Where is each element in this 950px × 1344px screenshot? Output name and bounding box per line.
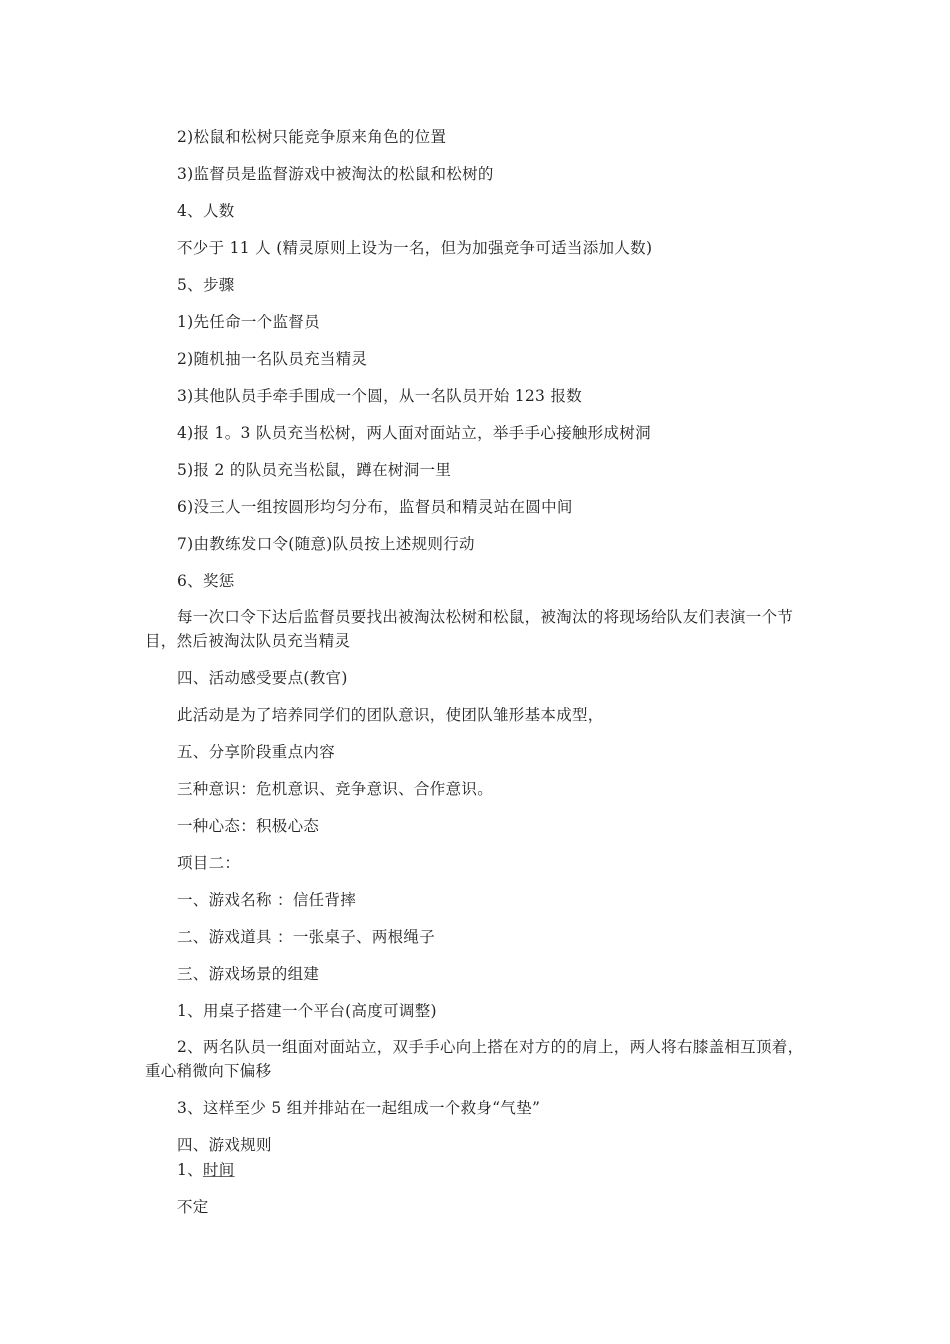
text-line: 3)其他队员手牵手围成一个圆，从一名队员开始 123 报数 — [177, 387, 583, 405]
paragraph: 每一次口令下达后监督员要找出被淘汰松树和松鼠，被淘汰的将现场给队友们表演一个节目，然后被淘汰队员充当精灵 — [145, 608, 794, 650]
text-line: 2)松鼠和松树只能竞争原来角色的位置 — [177, 128, 447, 146]
text-line: 此活动是为了培养同学们的团队意识，使团队雏形基本成型， — [177, 706, 604, 724]
time-link[interactable]: 时间 — [202, 1161, 235, 1179]
section-heading: 五、分享阶段重点内容 — [177, 743, 336, 761]
text-line: 一种心态：积极心态 — [177, 817, 320, 835]
text-line: 4)报 1。3 队员充当松树，两人面对面站立，举手手心接触形成树洞 — [177, 424, 651, 442]
section-heading: 四、游戏规则 — [177, 1136, 272, 1154]
text-line: 一、游戏名称 ：信任背摔 — [177, 891, 357, 909]
text-line: 3)监督员是监督游戏中被淘汰的松鼠和松树的 — [177, 165, 494, 183]
item-number: 1、 — [177, 1161, 203, 1179]
text-line: 1)先任命一个监督员 — [177, 313, 320, 331]
section-heading: 4、人数 — [177, 202, 235, 220]
text-line: 二、游戏道具 ：一张桌子、两根绳子 — [177, 928, 436, 946]
text-line: 6)没三人一组按圆形均匀分布，监督员和精灵站在圆中间 — [177, 498, 573, 516]
paragraph: 2、两名队员一组面对面站立，双手手心向上搭在对方的的肩上，两人将右膝盖相互顶着，重心稍微向下偏移 — [145, 1038, 804, 1080]
text-line: 7)由教练发口令(随意)队员按上述规则行动 — [177, 535, 475, 553]
section-heading: 项目二： — [177, 854, 241, 872]
text-line: 2)随机抽一名队员充当精灵 — [177, 350, 368, 368]
section-heading: 6、奖惩 — [177, 572, 235, 590]
text-line: 不少于 11 人 (精灵原则上设为一名，但为加强竞争可适当添加人数) — [177, 239, 653, 257]
text-line: 不定 — [177, 1198, 209, 1216]
text-line: 5)报 2 的队员充当松鼠，蹲在树洞一里 — [177, 461, 452, 479]
text-line — [177, 1160, 235, 1181]
text-line: 1、用桌子搭建一个平台(高度可调整) — [177, 1002, 437, 1020]
section-heading: 三、游戏场景的组建 — [177, 965, 320, 983]
section-heading: 四、活动感受要点(教官) — [177, 669, 348, 687]
section-heading: 5、步骤 — [177, 276, 235, 294]
text-line: 3、这样至少 5 组并排站在一起组成一个救身“气垫” — [177, 1099, 541, 1117]
text-line: 三种意识：危机意识、竞争意识、合作意识。 — [177, 780, 494, 798]
